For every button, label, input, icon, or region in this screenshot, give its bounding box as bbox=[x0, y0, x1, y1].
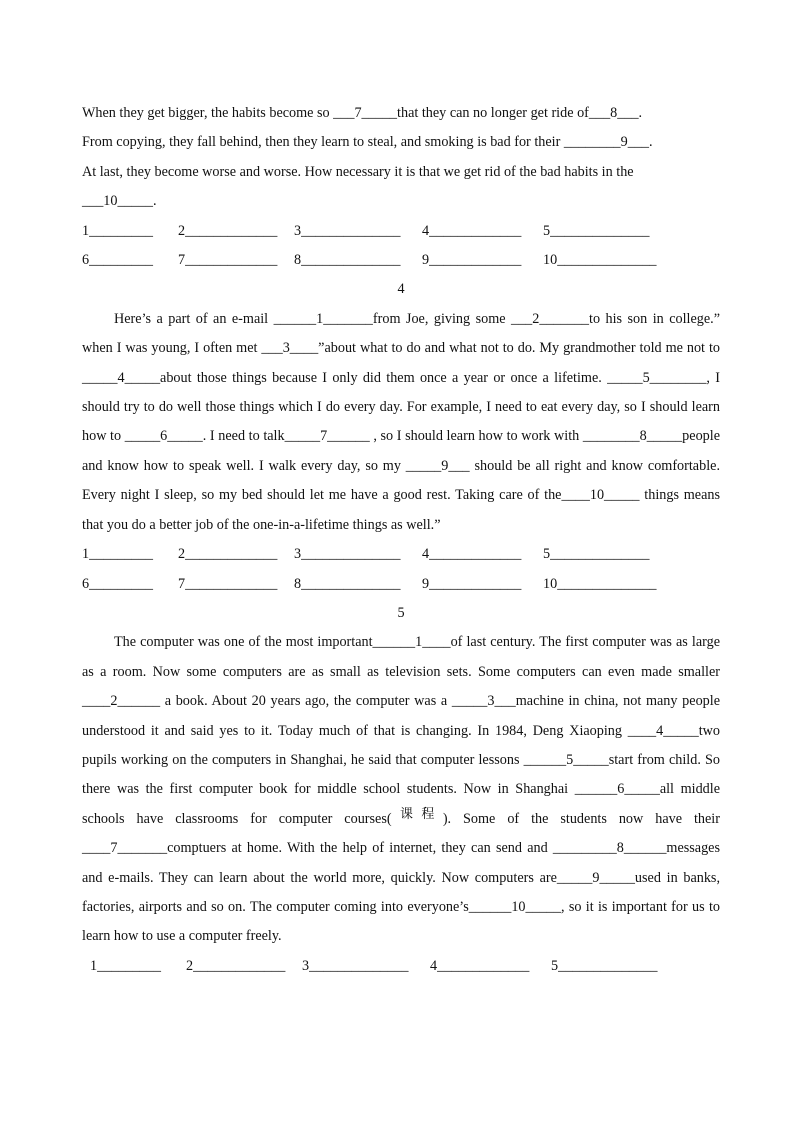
answer-blank[interactable]: 3______________ bbox=[302, 957, 409, 974]
answer-blank[interactable]: 6_________ bbox=[82, 575, 153, 592]
passage-line: From copying, they fall behind, then they learn to steal, and smoking is bad for their ________9___. bbox=[82, 134, 653, 151]
answer-blank[interactable]: 9_____________ bbox=[422, 575, 522, 592]
section-number: 5 bbox=[397, 604, 405, 621]
chinese-gloss: 课程 bbox=[391, 806, 443, 822]
answer-row bbox=[82, 570, 720, 599]
answer-blank[interactable]: 5______________ bbox=[551, 957, 658, 974]
answer-blank[interactable]: 2_____________ bbox=[178, 222, 278, 239]
answer-blank[interactable]: 7_____________ bbox=[178, 252, 278, 269]
answer-blank[interactable]: 1_________ bbox=[82, 222, 153, 239]
answer-blank[interactable]: 8______________ bbox=[294, 575, 401, 592]
answer-row bbox=[82, 540, 720, 569]
passage-3-continued bbox=[82, 99, 720, 217]
answer-blank[interactable]: 4_____________ bbox=[430, 957, 530, 974]
answer-blank[interactable]: 9_____________ bbox=[422, 252, 522, 269]
answer-blank[interactable]: 1_________ bbox=[82, 546, 153, 563]
answer-blank[interactable]: 5______________ bbox=[543, 546, 650, 563]
answer-blank[interactable]: 2_____________ bbox=[178, 546, 278, 563]
answer-row bbox=[82, 246, 720, 275]
passage-4: Here’s a part of an e-mail ______1_______from Joe, giving some ___2_______to his son in college.” when I was young, I often met ___3____”about what to do and what not to do. My grandmother told me not to _____4_____about those things because I only did them once a year or once a lifetime. _____5________, I should try to do well those things which I do every day. For example, I need to eat every day, so I should learn how to _____6_____. I need to talk_____7______ , so I should learn how to work with ________8_____people and know how to speak well. I walk every day, so my _____9___ should be all right and know comfortable. Every night I sleep, so my bed should let me have a good rest. Taking care of the____10_____ things means that you do a better job of the one-in-a-lifetime things as well.” bbox=[82, 310, 720, 533]
passage-line: When they get bigger, the habits become so ___7_____that they can no longer get ride of___8___. bbox=[82, 105, 643, 121]
passage-5-text-after: ). Some of the students now have their ____7_______comptuers at home. With the help of internet, they can send and _________8______messages and e-mails. They can learn about the world more, quickly. Now computers are_____9_____used in banks, factories, airports and so on. The computer coming into everyone’s______10_____, so it is important for us to learn how to use a computer freely. bbox=[82, 810, 720, 945]
answer-row bbox=[82, 952, 720, 981]
worksheet-page bbox=[82, 99, 720, 981]
passage-5 bbox=[82, 628, 720, 951]
answer-blank[interactable]: 4_____________ bbox=[422, 546, 522, 563]
answer-blank[interactable]: 8______________ bbox=[294, 252, 401, 269]
answer-blank[interactable]: 2_____________ bbox=[186, 957, 286, 974]
answer-blank[interactable]: 6_________ bbox=[82, 252, 153, 269]
answer-blank[interactable]: 10______________ bbox=[543, 575, 657, 592]
answer-blank[interactable]: 5______________ bbox=[543, 222, 650, 239]
passage-5-text-before: The computer was one of the most important______1____of last century. The first computer was as large as a room. Now some computers are as small as television sets. Some computers can even made smaller ____2______ a book. About 20 years ago, the computer was a _____3___machine in china, not many people understood it and said yes to it. Today much of that is changing. In 1984, Deng Xiaoping ____4_____two pupils working on the computers in Shanghai, he said that computer lessons ______5_____start from child. So there was the first computer book for middle school students. Now in Shanghai ______6_____all middle schools have classrooms for computer courses( bbox=[82, 634, 720, 827]
passage-line: At last, they become worse and worse. How necessary it is that we get rid of the bad habits in the bbox=[82, 163, 634, 180]
answer-blank[interactable]: 4_____________ bbox=[422, 222, 522, 239]
passage-line: ___10_____. bbox=[82, 193, 157, 210]
answer-blank[interactable]: 1_________ bbox=[90, 957, 161, 974]
section-number: 4 bbox=[397, 281, 405, 298]
answer-row bbox=[82, 217, 720, 246]
answer-blank[interactable]: 3______________ bbox=[294, 546, 401, 563]
answer-blank[interactable]: 10______________ bbox=[543, 252, 657, 269]
answer-blank[interactable]: 3______________ bbox=[294, 222, 401, 239]
answer-blank[interactable]: 7_____________ bbox=[178, 575, 278, 592]
